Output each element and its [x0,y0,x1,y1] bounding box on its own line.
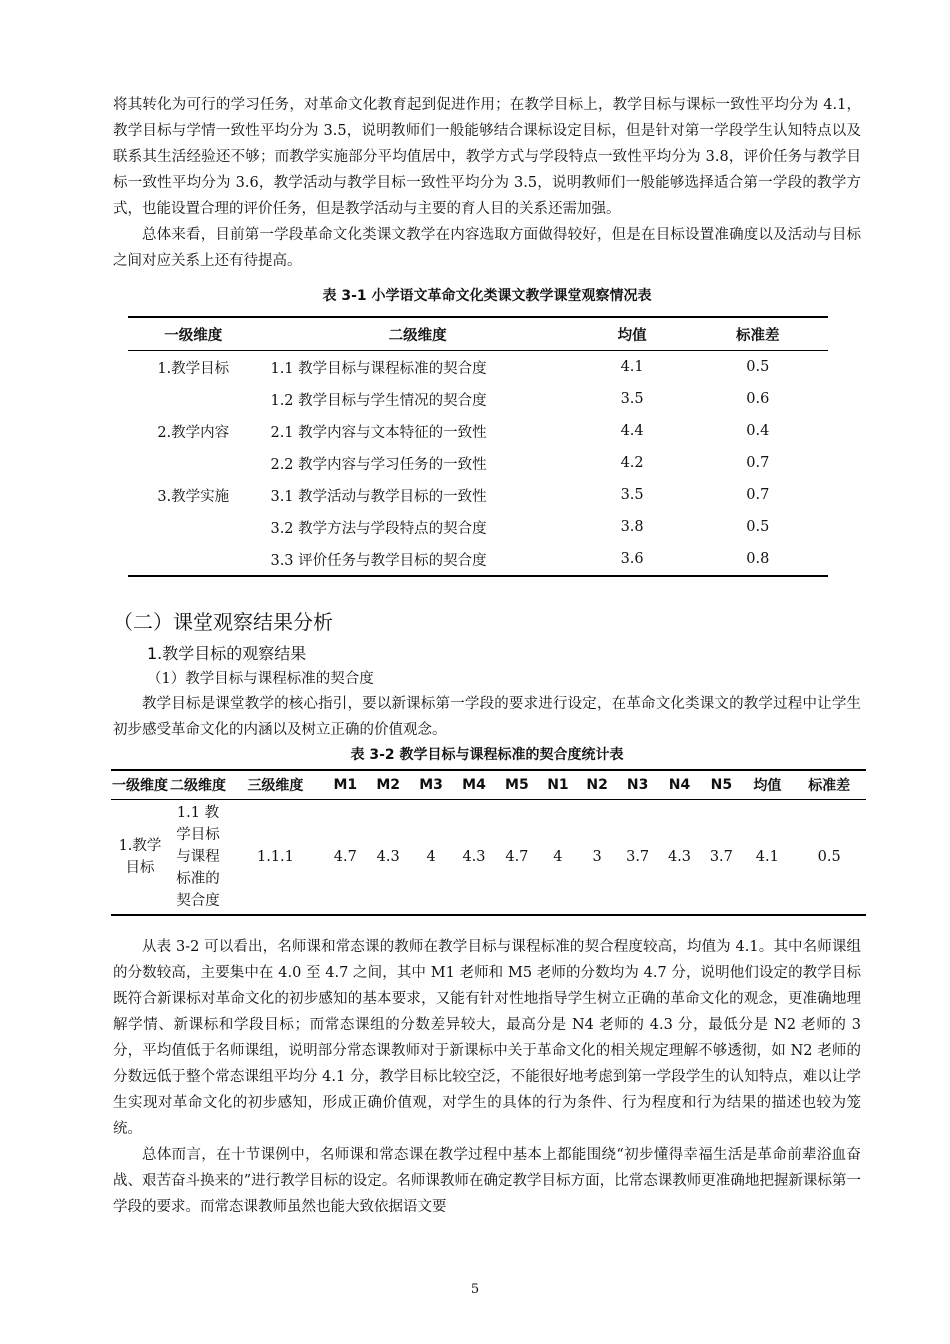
cell-mean: 3.5 [620,391,644,407]
cell-dim1 [128,447,258,479]
paragraph: 总体而言，在十节课例中，名师课和常态课在教学过程中基本上都能围绕“初步懂得幸福生活是革命前辈浴血奋战、艰苦奋斗换来的”进行教学目标的设定。名师课教师在确定教学目标方面，比常态课教师更准确地把握新课标第一学段的要求。而常态课教师虽然也能大致依据语文要 [113,1147,861,1215]
subsection-heading: 1.教学目标的观察结果 [147,644,307,663]
cell-dim2: 2.1 教学内容与文本特征的一致性 [270,424,487,441]
cell-dim1 [128,383,258,415]
cell-dim1 [128,511,258,543]
cell-dim2: 1.1 教学目标与课程标准的契合度 [270,360,487,377]
cell-mean: 4.1 [620,359,644,375]
column-header: M3 [410,770,453,800]
cell-sd: 0.5 [817,849,841,865]
cell-score: 4.3 [376,849,400,865]
cell-score: 4 [426,849,436,865]
column-header: 二级维度 [169,770,227,800]
cell-sd: 0.7 [746,455,770,471]
cell-sd: 0.5 [746,359,770,375]
cell-score: 3.7 [709,849,733,865]
column-header: 标准差 [688,317,828,351]
document-body [113,92,861,1220]
table-row [128,415,828,447]
cell-score: 3.7 [626,849,650,865]
paragraph: 总体来看，目前第一学段革命文化类课文教学在内容选取方面做得较好，但是在目标设置准确度以及活动与目标之间对应关系上还有待提高。 [113,227,861,269]
cell-score: 4.7 [333,849,357,865]
table-caption: 表 3-2 教学目标与课程标准的契合度统计表 [350,747,624,763]
cell-score: 4.7 [505,849,529,865]
column-header: N3 [617,770,659,800]
cell-sd: 0.5 [746,519,770,535]
cell-dim2: 3.1 教学活动与教学目标的一致性 [270,488,487,505]
column-header: M4 [453,770,496,800]
table-row [128,479,828,511]
cell-dim2: 1.2 教学目标与学生情况的契合度 [270,392,487,409]
cell-mean: 4.1 [755,849,779,865]
column-header: M2 [367,770,410,800]
page-number: 5 [470,1282,480,1297]
table-row [128,543,828,576]
cell-dim2: 2.2 教学内容与学习任务的一致性 [270,456,487,473]
column-header: 三级维度 [227,770,324,800]
cell-dim2: 3.3 评价任务与教学目标的契合度 [270,552,487,569]
paragraph: 将其转化为可行的学习任务，对革命文化教育起到促进作用；在教学目标上，教学目标与课标一致性平均分为 4.1，教学目标与学情一致性平均分为 3.5，说明教师们一般能够结合课标设定目标，但是针对第一学段学生认知特点以及联系其生活经验还不够；而教学实施部分平均值居中，教学方式与学段特点一致性平均分为 3.8，评价任务与教学目标一致性平均分为 3.6，教学活动与教学目标一致性平均分为 3.5，说明教师们一般能够选择适合第一学段的教学方式，也能设置合理的评价任务，但是教学活动与主要的育人目的关系还需加强。 [113,97,861,217]
column-header: M5 [495,770,538,800]
column-header: 一级维度 [111,770,169,800]
cell-score: 3 [592,849,602,865]
table-caption: 表 3-1 小学语文革命文化类课文教学课堂观察情况表 [322,288,652,304]
cell-mean: 4.2 [620,455,644,471]
observation-table [128,316,828,577]
score-table [111,769,866,916]
cell-dim1: 3.教学实施 [157,488,230,505]
cell-dim3: 1.1.1 [256,849,294,865]
cell-dim2: 3.2 教学方法与学段特点的契合度 [270,520,487,537]
column-header: 二级维度 [258,317,576,351]
cell-mean: 3.6 [620,551,644,567]
cell-mean: 3.5 [620,487,644,503]
column-header: 均值 [742,770,792,800]
cell-dim2: 1.1 教学目标与课程标准的契合度 [176,805,220,909]
cell-dim1 [128,543,258,576]
table-header-row [128,317,828,351]
cell-score: 4.3 [667,849,692,865]
cell-dim1: 1.教学目标 [157,360,230,377]
column-header: M1 [324,770,367,800]
cell-score: 4.3 [462,849,486,865]
subsubsection-heading: （1）教学目标与课程标准的契合度 [147,671,374,687]
column-header: 标准差 [792,770,866,800]
section-heading: （二）课堂观察结果分析 [113,610,333,634]
cell-sd: 0.6 [746,391,770,407]
cell-sd: 0.8 [746,551,770,567]
cell-sd: 0.4 [746,423,770,439]
cell-dim1: 1.教学目标 [118,838,162,876]
table-row [128,447,828,479]
cell-score: 4 [553,849,563,865]
column-header: 一级维度 [128,317,258,351]
table-row [128,511,828,543]
cell-mean: 3.8 [620,519,644,535]
table-row [128,351,828,384]
cell-dim1: 2.教学内容 [157,424,230,441]
table-row [128,383,828,415]
column-header: N2 [578,770,617,800]
cell-mean: 4.4 [620,423,644,439]
column-header: N1 [538,770,577,800]
paragraph: 教学目标是课堂教学的核心指引，要以新课标第一学段的要求进行设定，在革命文化类课文的教学过程中让学生初步感受革命文化的内涵以及树立正确的价值观念。 [113,696,861,738]
cell-sd: 0.7 [746,487,770,503]
column-header: 均值 [577,317,688,351]
table-row [111,800,866,916]
paragraph: 从表 3-2 可以看出，名师课和常态课的教师在教学目标与课程标准的契合程度较高，均值为 4.1。其中名师课组的分数较高，主要集中在 4.0 至 4.7 之间，其中 M1 老师和 M5 老师的分数均为 4.7 分，说明他们设定的教学目标既符合新课标对革命文化的初步感知的基本要求，又能有针对性地指导学生树立正确的革命文化的观念，更准确地理解学情、新课标和学段目标；而常态课组的分数差异较大，最高分是 N4 老师的 4.3 分，最低分是 N2 老师的 3 分，平均值低于名师课组，说明部分常态课教师对于新课标中关于革命文化的相关规定理解不够透彻，如 N2 老师的分数远低于整个常态课组平均分 4.1 分，教学目标比较空泛，不能很好地考虑到第一学段学生的认知特点，难以让学生实现对革命文化的初步感知，形成正确价值观，对学生的具体的行为条件、行为程度和行为结果的描述也较为笼统。 [113,939,861,1137]
column-header: N5 [700,770,742,800]
table-header-row [111,770,866,800]
column-header: N4 [659,770,701,800]
